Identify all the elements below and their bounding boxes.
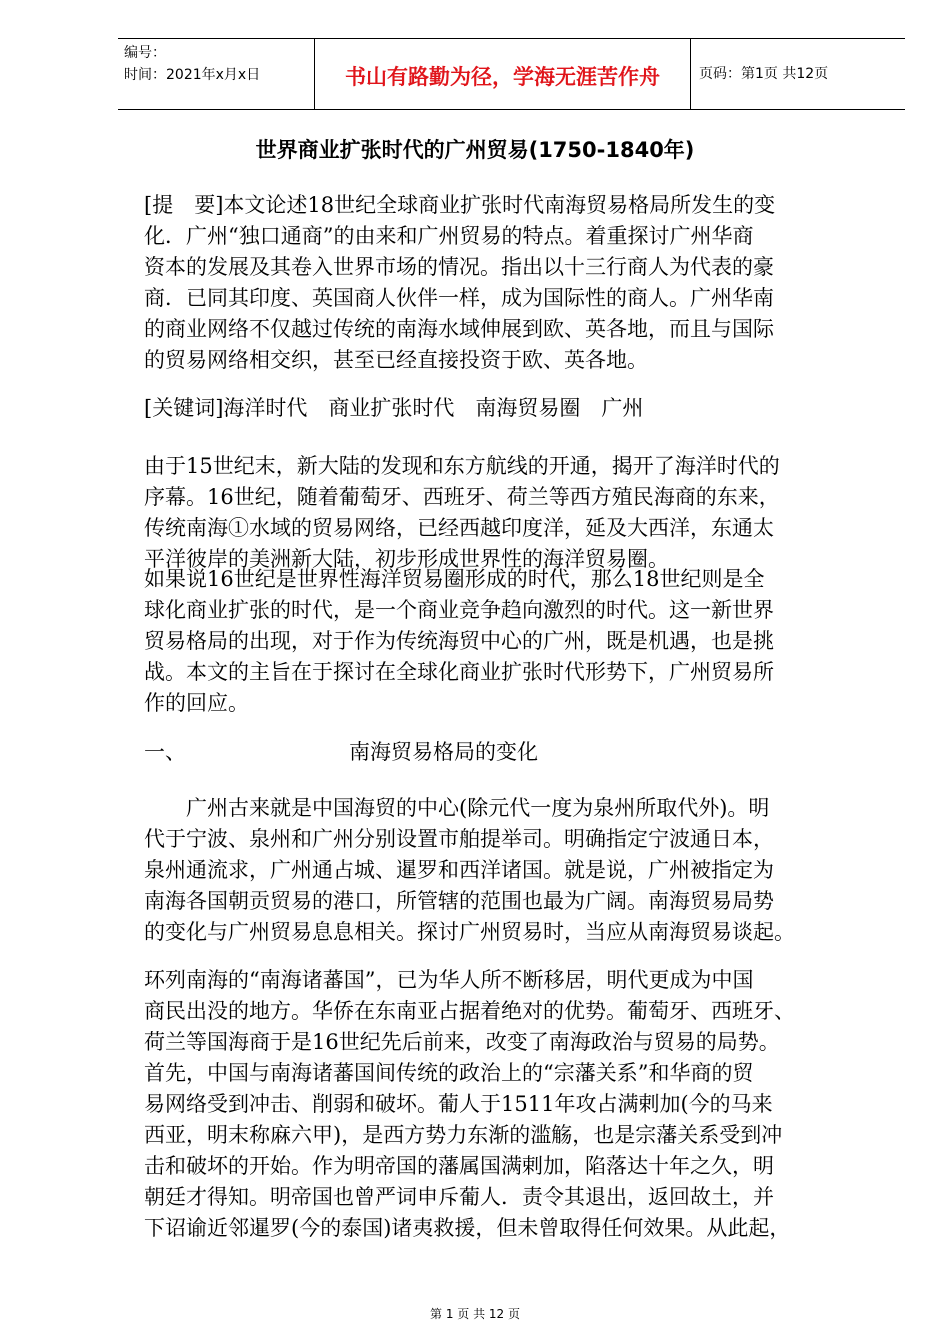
text-line: 荷兰等国海商于是16世纪先后前来，改变了南海政治与贸易的局势。 bbox=[144, 1030, 780, 1054]
text-line: 战。本文的主旨在于探讨在全球化商业扩张时代形势下，广州贸易所 bbox=[144, 660, 774, 684]
text-line: 传统南海①水域的贸易网络，已经西越印度洋，延及大西洋，东通太 bbox=[144, 516, 774, 540]
date-label: 时间：2021年x月x日 bbox=[124, 67, 261, 83]
section-number: 一、 bbox=[144, 740, 186, 764]
text-line: 击和破坏的开始。作为明帝国的藩属国满剌加，陷落达十年之久，明 bbox=[144, 1154, 774, 1178]
text-line: 由于15世纪末，新大陆的发现和东方航线的开通，揭开了海洋时代的 bbox=[144, 454, 780, 478]
serial-label: 编号： bbox=[124, 45, 166, 61]
text-line: 南海各国朝贡贸易的港口，所管辖的范围也最为广阔。南海贸易局势 bbox=[144, 889, 774, 913]
text-line: 西亚，明末称麻六甲)，是西方势力东渐的滥觞，也是宗藩关系受到冲 bbox=[144, 1123, 783, 1147]
intro-paragraph-1 bbox=[144, 451, 879, 575]
text-line: 序幕。16世纪，随着葡萄牙、西班牙、荷兰等西方殖民海商的东来， bbox=[144, 485, 780, 509]
text-line: 球化商业扩张的时代，是一个商业竞争趋向激烈的时代。这一新世界 bbox=[144, 598, 774, 622]
text-line: 易网络受到冲击、削弱和破坏。葡人于1511年攻占满剌加(今的马来 bbox=[144, 1092, 773, 1116]
text-line: 下诏谕近邻暹罗(今的泰国)诸夷救援，但未曾取得任何效果。从此起， bbox=[144, 1216, 791, 1240]
intro-paragraph-2 bbox=[144, 564, 879, 719]
text-line: 代于宁波、泉州和广州分别设置市舶提举司。明确指定宁波通日本， bbox=[144, 827, 774, 851]
keywords-text: [关键词]海洋时代 商业扩张时代 南海贸易圈 广州 bbox=[144, 396, 644, 420]
section-title: 南海贸易格局的变化 bbox=[349, 740, 538, 764]
text-line: 商民出没的地方。华侨在东南亚占据着绝对的优势。葡萄牙、西班牙、 bbox=[144, 999, 795, 1023]
abstract-paragraph bbox=[144, 190, 879, 376]
text-line: 的商业网络不仅越过传统的南海水域伸展到欧、英各地，而且与国际 bbox=[144, 317, 774, 341]
text-line: 广州古来就是中国海贸的中心(除元代一度为泉州所取代外)。明 bbox=[186, 796, 770, 820]
text-line: [提 要]本文论述18世纪全球商业扩张时代南海贸易格局所发生的变 bbox=[144, 193, 776, 217]
header-page-info: 页码：第1页 共12页 bbox=[699, 66, 829, 82]
text-line: 作的回应。 bbox=[144, 691, 249, 715]
text-line: 贸易格局的出现，对于作为传统海贸中心的广州，既是机遇，也是挑 bbox=[144, 629, 774, 653]
text-line: 商．已同其印度、英国商人伙伴一样，成为国际性的商人。广州华南 bbox=[144, 286, 774, 310]
header-motto: 书山有路勤为径，学海无涯苦作舟 bbox=[315, 39, 691, 109]
body-paragraph-2 bbox=[144, 965, 879, 1244]
text-line: 环列南海的“南海诸蕃国”，已为华人所不断移居，明代更成为中国 bbox=[144, 968, 754, 992]
text-line: 首先，中国与南海诸蕃国间传统的政治上的“宗藩关系”和华商的贸 bbox=[144, 1061, 754, 1085]
text-line: 如果说16世纪是世界性海洋贸易圈形成的时代，那么18世纪则是全 bbox=[144, 567, 765, 591]
page-header bbox=[118, 38, 905, 110]
keywords-line bbox=[144, 393, 879, 424]
text-line: 朝廷才得知。明帝国也曾严词申斥葡人．责令其退出，返回故土，并 bbox=[144, 1185, 774, 1209]
header-meta bbox=[118, 39, 315, 109]
section-heading bbox=[144, 737, 879, 768]
body-paragraph-1 bbox=[144, 793, 879, 948]
text-line: 平洋彼岸的美洲新大陆，初步形成世界性的海洋贸易圈。 bbox=[144, 547, 669, 571]
page-footer: 第 1 页 共 12 页 bbox=[430, 1307, 520, 1321]
text-line: 的贸易网络相交织，甚至已经直接投资于欧、英各地。 bbox=[144, 348, 648, 372]
text-line: 化．广州“独口通商”的由来和广州贸易的特点。着重探讨广州华商 bbox=[144, 224, 754, 248]
text-line: 资本的发展及其卷入世界市场的情况。指出以十三行商人为代表的豪 bbox=[144, 255, 774, 279]
text-line: 的变化与广州贸易息息相关。探讨广州贸易时，当应从南海贸易谈起。 bbox=[144, 920, 795, 944]
text-line: 泉州通流求，广州通占城、暹罗和西洋诸国。就是说，广州被指定为 bbox=[144, 858, 774, 882]
document-title: 世界商业扩张时代的广州贸易(1750-1840年) bbox=[255, 138, 695, 162]
